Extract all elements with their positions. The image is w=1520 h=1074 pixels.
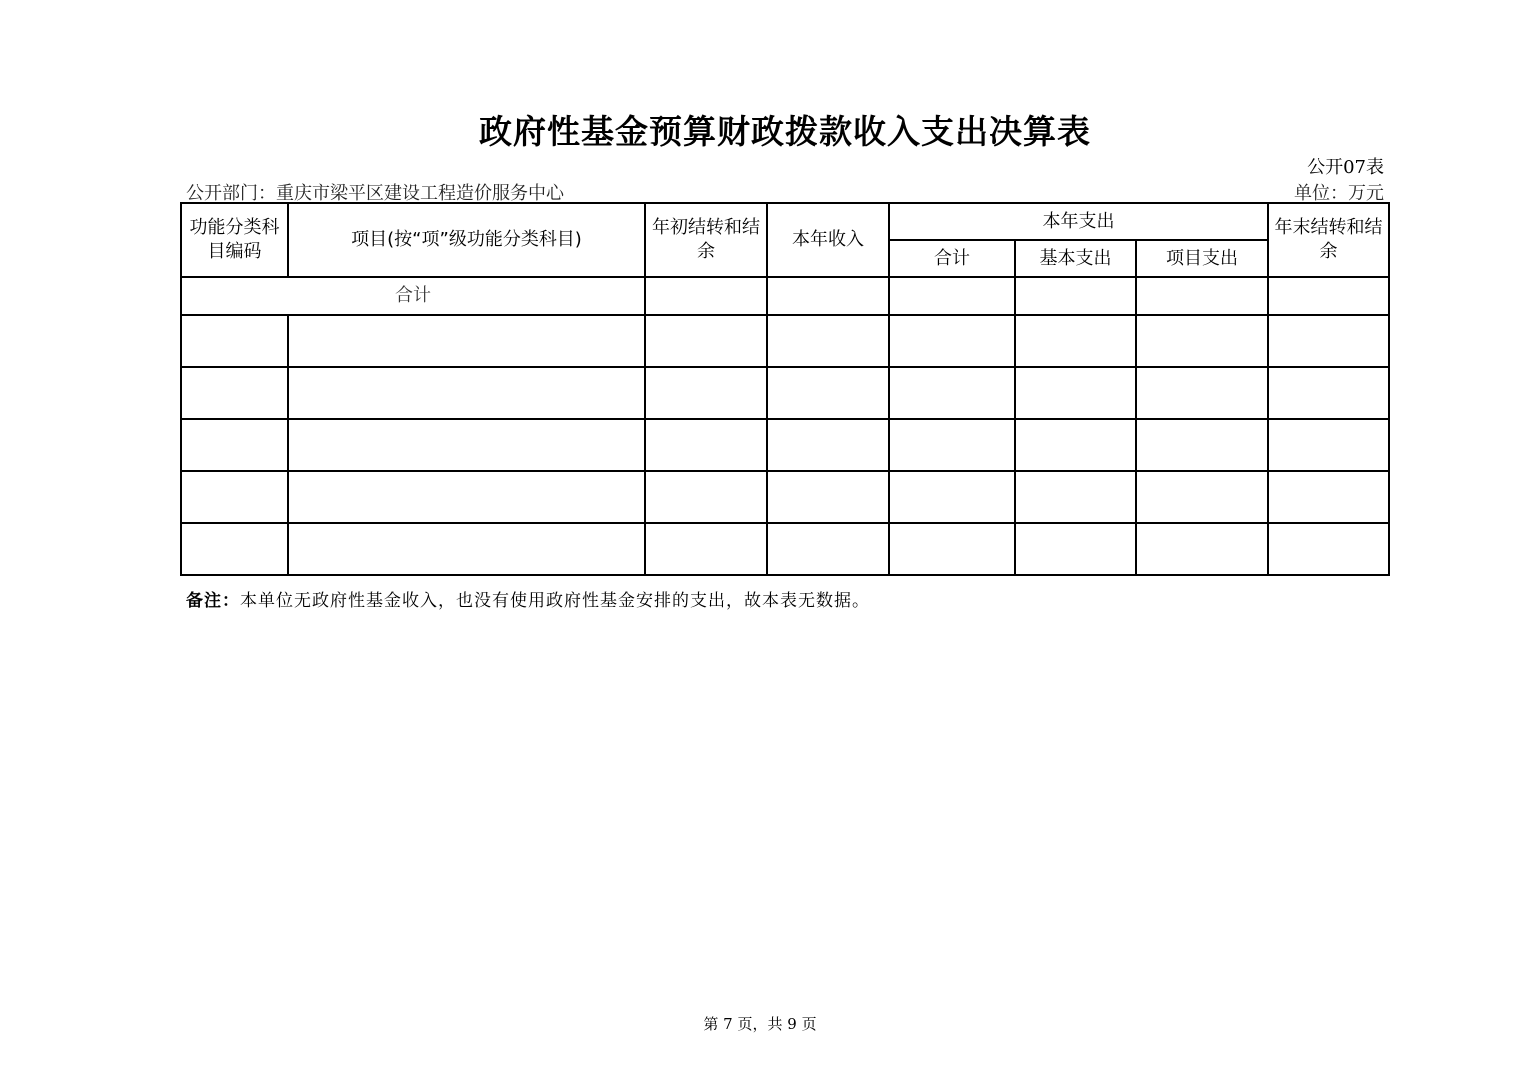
budget-table	[180, 202, 1390, 576]
table-cell	[1015, 419, 1136, 471]
form-number: 公开07表	[1307, 157, 1384, 178]
header-expense-project: 项目支出	[1136, 240, 1268, 277]
table-cell	[181, 367, 288, 419]
table-cell	[767, 471, 889, 523]
table-cell	[181, 523, 288, 575]
table-cell	[767, 523, 889, 575]
table-cell	[1136, 419, 1268, 471]
table-row	[181, 523, 1389, 575]
table-cell	[645, 315, 767, 367]
header-expense-basic: 基本支出	[1015, 240, 1136, 277]
table-cell	[767, 367, 889, 419]
table-cell	[1015, 367, 1136, 419]
table-cell	[889, 367, 1015, 419]
table-cell	[1136, 471, 1268, 523]
table-cell	[1268, 471, 1389, 523]
table-cell	[288, 367, 645, 419]
header-code: 功能分类科目编码	[181, 203, 288, 277]
table-cell	[889, 419, 1015, 471]
table-cell	[1136, 367, 1268, 419]
unit-label: 单位：万元	[1294, 183, 1384, 204]
header-begin-balance: 年初结转和结余	[645, 203, 767, 277]
header-expense-total: 合计	[889, 240, 1015, 277]
header-income: 本年收入	[767, 203, 889, 277]
table-cell	[645, 277, 767, 315]
table-cell	[645, 523, 767, 575]
page-title: 政府性基金预算财政拨款收入支出决算表	[479, 112, 1091, 151]
page-footer: 第 7 页，共 9 页	[703, 1015, 817, 1033]
header-row-1	[181, 203, 1389, 240]
table-cell	[767, 277, 889, 315]
table-cell	[181, 471, 288, 523]
table-cell	[181, 315, 288, 367]
table-cell	[1268, 419, 1389, 471]
table-cell	[181, 419, 288, 471]
table-cell	[1015, 315, 1136, 367]
table-cell	[767, 315, 889, 367]
table-cell	[288, 471, 645, 523]
table-cell	[1136, 315, 1268, 367]
table-cell	[1268, 277, 1389, 315]
table-cell	[767, 419, 889, 471]
table-cell	[1015, 277, 1136, 315]
remark	[186, 586, 870, 611]
table-cell	[288, 419, 645, 471]
table-cell	[1015, 471, 1136, 523]
remark-label: 备注：	[186, 591, 240, 611]
table-cell	[1015, 523, 1136, 575]
table-cell	[1136, 523, 1268, 575]
table-cell	[889, 277, 1015, 315]
table-cell	[1268, 315, 1389, 367]
table-cell	[889, 315, 1015, 367]
table-cell	[645, 419, 767, 471]
table-cell	[889, 523, 1015, 575]
table-cell	[1268, 367, 1389, 419]
table-cell	[645, 471, 767, 523]
table-cell	[1268, 523, 1389, 575]
header-item: 项目(按“项”级功能分类科目)	[288, 203, 645, 277]
header-expense-group: 本年支出	[889, 203, 1268, 240]
department-label: 公开部门：重庆市梁平区建设工程造价服务中心	[186, 183, 564, 204]
table-cell	[645, 367, 767, 419]
total-label: 合计	[181, 277, 645, 315]
table-row	[181, 315, 1389, 367]
table-row	[181, 471, 1389, 523]
table-row	[181, 367, 1389, 419]
remark-text: 本单位无政府性基金收入，也没有使用政府性基金安排的支出，故本表无数据。	[240, 591, 870, 611]
table-row	[181, 419, 1389, 471]
table-cell	[1136, 277, 1268, 315]
table-cell	[288, 523, 645, 575]
table-cell	[288, 315, 645, 367]
table-cell	[889, 471, 1015, 523]
header-end-balance: 年末结转和结余	[1268, 203, 1389, 277]
total-row	[181, 277, 1389, 315]
